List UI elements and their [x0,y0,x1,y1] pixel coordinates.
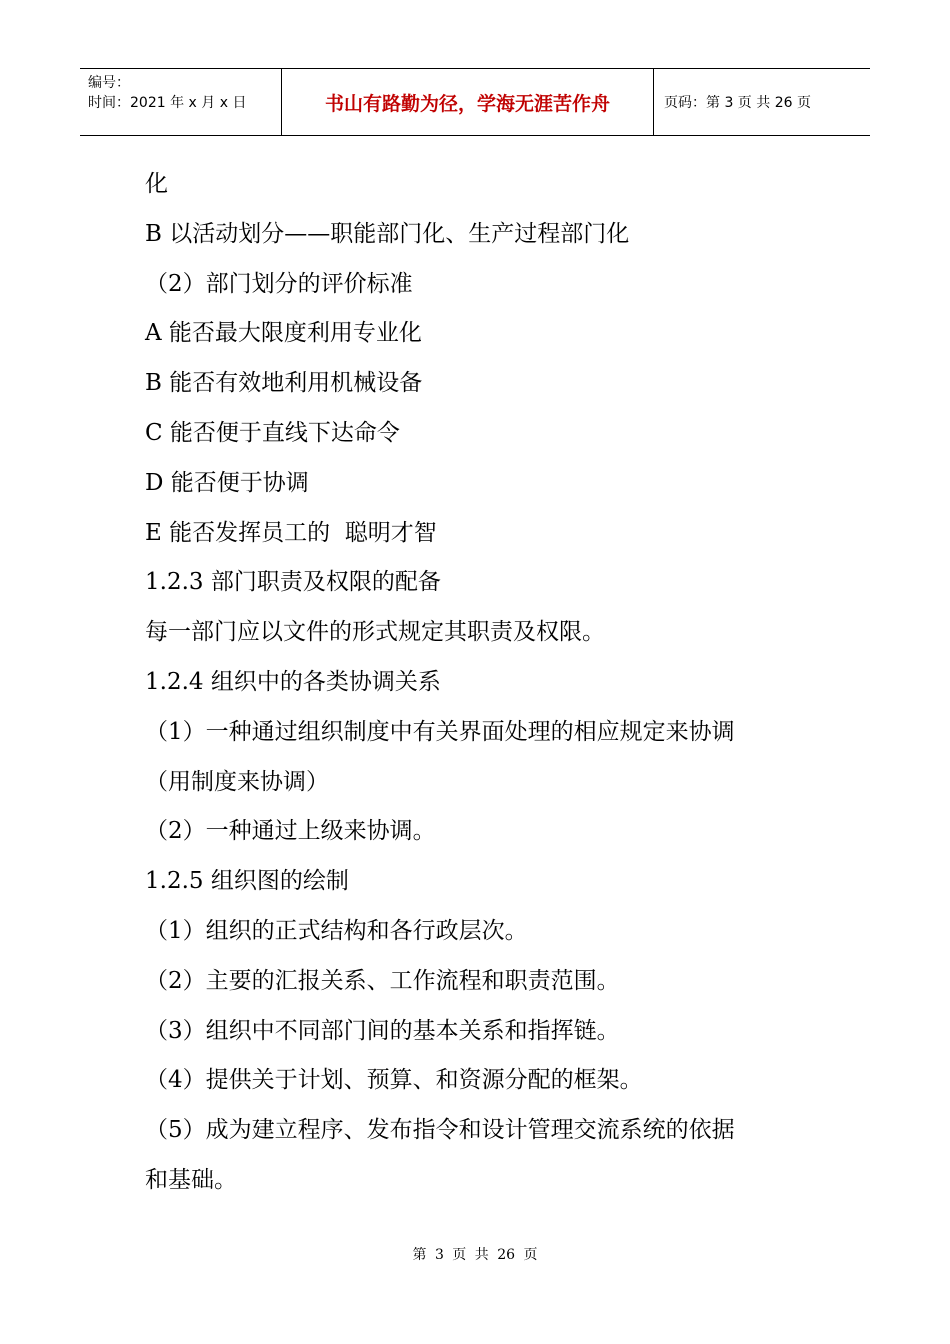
section-heading: 1.2.3 部门职责及权限的配备 [145,569,441,596]
page-header [80,68,870,136]
body-line: （1）组织的正式结构和各行政层次。 [145,917,528,944]
body-line: （5）成为建立程序、发布指令和设计管理交流系统的依据 [145,1117,735,1144]
body-line: （2）主要的汇报关系、工作流程和职责范围。 [145,967,620,994]
body-line: D 能否便于协调 [145,469,309,496]
body-line: 和基础。 [145,1166,237,1193]
header-motto: 书山有路勤为径，学海无涯苦作舟 [282,69,654,135]
body-line: （4）提供关于计划、预算、和资源分配的框架。 [145,1067,643,1094]
header-page-info: 页码：第 3 页 共 26 页 [664,95,811,111]
body-line: C 能否便于直线下达命令 [145,419,400,446]
body-line: E 能否发挥员工的 聪明才智 [145,519,437,546]
document-body [145,160,825,1206]
body-line: （2）部门划分的评价标准 [145,270,413,297]
body-line: 化 [145,171,168,197]
body-line: B 能否有效地利用机械设备 [145,370,423,397]
document-number-label: 编号： [88,75,130,91]
body-line: A 能否最大限度利用专业化 [145,320,422,347]
page-footer: 第 3 页 共 26 页 [412,1247,538,1263]
body-line: （3）组织中不同部门间的基本关系和指挥链。 [145,1017,620,1044]
body-line: （1）一种通过组织制度中有关界面处理的相应规定来协调 [145,718,735,745]
body-line: （2）一种通过上级来协调。 [145,818,436,845]
document-time-label: 时间：2021 年 x 月 x 日 [88,95,247,111]
section-heading: 1.2.5 组织图的绘制 [145,868,349,895]
body-line: 每一部门应以文件的形式规定其职责及权限。 [145,619,605,646]
header-meta [80,69,282,135]
body-line: B 以活动划分——职能部门化、生产过程部门化 [145,220,630,247]
section-heading: 1.2.4 组织中的各类协调关系 [145,668,441,695]
body-line: （用制度来协调） [145,768,329,795]
